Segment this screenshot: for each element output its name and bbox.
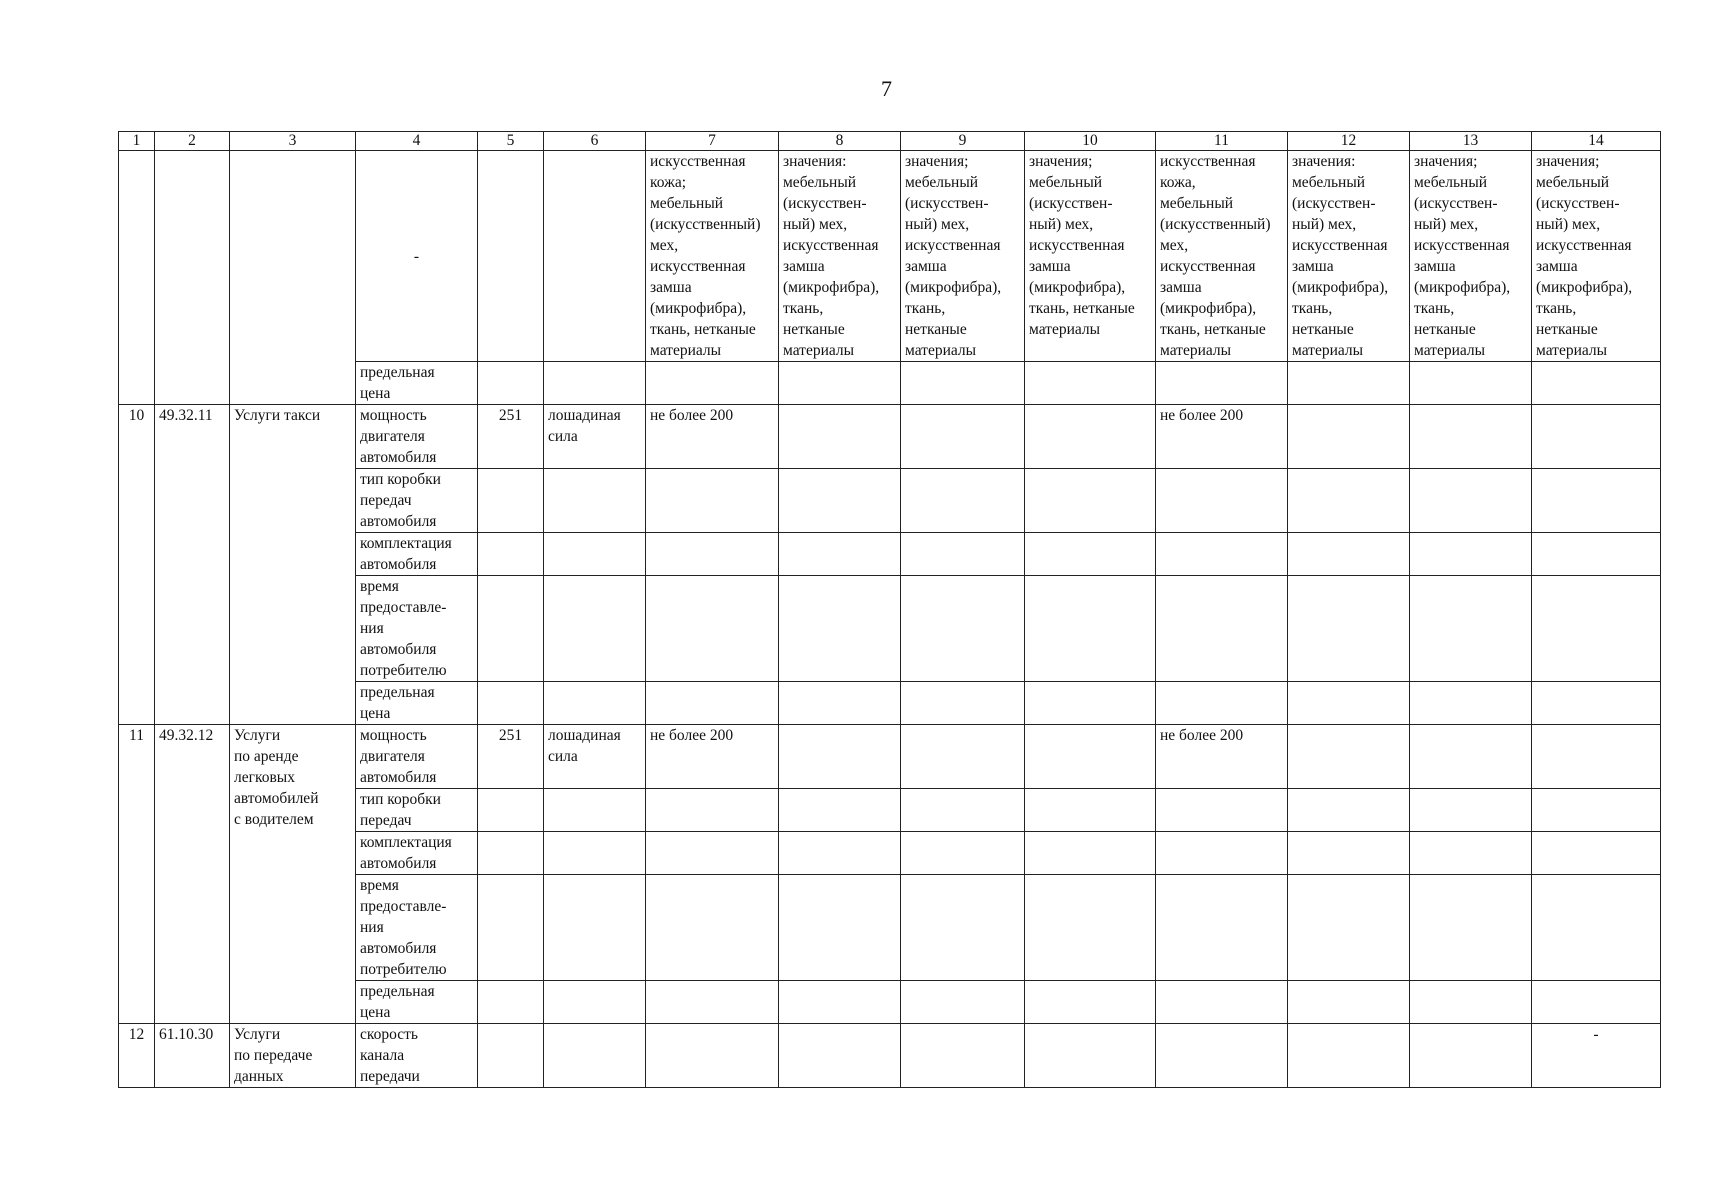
col-header: 4 <box>356 132 478 151</box>
col-header: 3 <box>230 132 356 151</box>
cell-col7: не более 200 <box>646 725 779 789</box>
item-number: 11 <box>119 725 155 1024</box>
item-number: 12 <box>119 1024 155 1088</box>
table-row <box>119 151 1661 362</box>
cell-col11: не более 200 <box>1156 725 1288 789</box>
item-number: 10 <box>119 405 155 725</box>
cell <box>230 151 356 405</box>
cell-col7: искусственная кожа; мебельный (искусственный) мех, искусственная замша (микрофибра), ткань, нетканые материалы <box>646 151 779 362</box>
cell-characteristic: комплектация автомобиля <box>356 832 478 875</box>
col-header: 13 <box>1410 132 1532 151</box>
cell-unit-code: 251 <box>478 405 544 469</box>
cell-characteristic: тип коробки передач <box>356 789 478 832</box>
page-number: 7 <box>881 76 892 101</box>
cell <box>119 151 155 405</box>
col-header: 6 <box>544 132 646 151</box>
cell-characteristic: мощность двигателя автомобиля <box>356 725 478 789</box>
cell <box>478 151 544 362</box>
col-header: 8 <box>779 132 901 151</box>
requirements-table <box>118 131 1661 1088</box>
cell-col11: не более 200 <box>1156 405 1288 469</box>
cell-col11: искусственная кожа, мебельный (искусственный) мех, искусственная замша (микрофибра), ткань, нетканые материалы <box>1156 151 1288 362</box>
cell-unit: лошадиная сила <box>544 405 646 469</box>
col-header: 7 <box>646 132 779 151</box>
item-name: Услуги по аренде легковых автомобилей с водителем <box>230 725 356 1024</box>
column-number-row <box>119 132 1661 151</box>
cell-mark: - <box>356 151 478 362</box>
col-header: 9 <box>901 132 1025 151</box>
cell-unit: лошадиная сила <box>544 725 646 789</box>
cell-col12: значения: мебельный (искусствен- ный) мех, искусственная замша (микрофибра), ткань, нетканые материалы <box>1288 151 1410 362</box>
cell-col7: не более 200 <box>646 405 779 469</box>
cell-characteristic: комплектация автомобиля <box>356 533 478 576</box>
cell-col14: значения; мебельный (искусствен- ный) мех, искусственная замша (микрофибра), ткань, нетканые материалы <box>1532 151 1661 362</box>
item-code: 49.32.11 <box>155 405 230 725</box>
item-name: Услуги такси <box>230 405 356 725</box>
cell-characteristic: предельная цена <box>356 981 478 1024</box>
cell-col10: значения; мебельный (искусствен- ный) мех, искусственная замша (микрофибра), ткань, нетканые материалы <box>1025 151 1156 362</box>
cell-characteristic: время предоставле- ния автомобиля потребителю <box>356 576 478 682</box>
col-header: 11 <box>1156 132 1288 151</box>
cell-characteristic: тип коробки передач автомобиля <box>356 469 478 533</box>
cell <box>544 151 646 362</box>
cell <box>155 151 230 405</box>
table-row <box>119 405 1661 469</box>
col-header: 1 <box>119 132 155 151</box>
col-header: 10 <box>1025 132 1156 151</box>
col-header: 5 <box>478 132 544 151</box>
col-header: 14 <box>1532 132 1661 151</box>
table-row <box>119 725 1661 789</box>
item-code: 49.32.12 <box>155 725 230 1024</box>
cell-col9: значения; мебельный (искусствен- ный) мех, искусственная замша (микрофибра), ткань, нетканые материалы <box>901 151 1025 362</box>
cell-characteristic: предельная цена <box>356 682 478 725</box>
cell-col13: значения; мебельный (искусствен- ный) мех, искусственная замша (микрофибра), ткань, нетканые материалы <box>1410 151 1532 362</box>
item-name: Услуги по передаче данных <box>230 1024 356 1088</box>
cell-mark: - <box>1532 1024 1661 1088</box>
cell-characteristic: время предоставле- ния автомобиля потребителю <box>356 875 478 981</box>
col-header: 12 <box>1288 132 1410 151</box>
cell-col8: значения: мебельный (искусствен- ный) мех, искусственная замша (микрофибра), ткань, нетканые материалы <box>779 151 901 362</box>
cell-characteristic: скорость канала передачи <box>356 1024 478 1088</box>
table-row <box>119 1024 1661 1088</box>
item-code: 61.10.30 <box>155 1024 230 1088</box>
cell-characteristic: предельная цена <box>356 362 478 405</box>
cell-characteristic: мощность двигателя автомобиля <box>356 405 478 469</box>
cell-unit-code: 251 <box>478 725 544 789</box>
col-header: 2 <box>155 132 230 151</box>
